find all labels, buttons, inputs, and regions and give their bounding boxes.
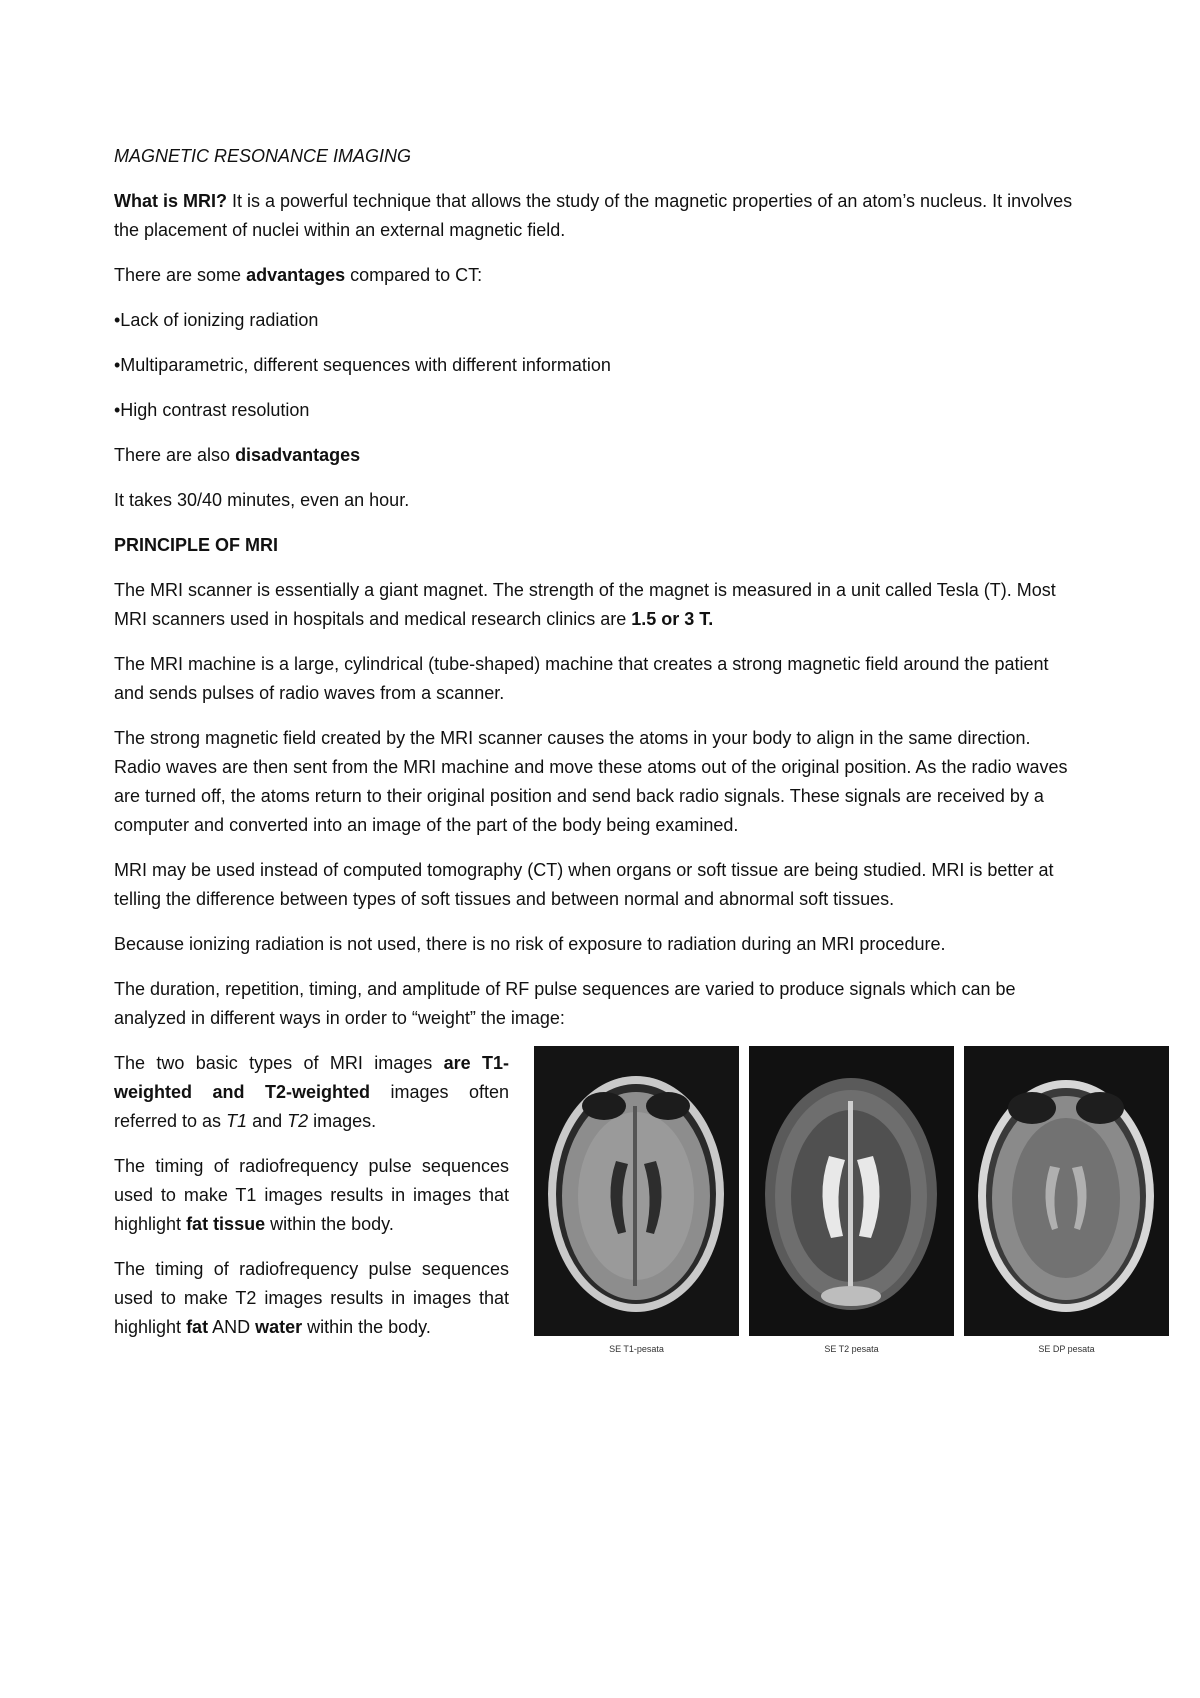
document-title: MAGNETIC RESONANCE IMAGING [114, 146, 412, 166]
heading-text: PRINCIPLE OF MRI [114, 535, 279, 555]
paragraph-tesla [114, 576, 1079, 634]
bold-term: fat [186, 1317, 209, 1337]
document-body [114, 142, 1095, 1409]
bold-term: water [255, 1317, 303, 1337]
bold-term: are T1-weighted and T2-weighted [114, 1053, 510, 1102]
paragraph-text: images. [308, 1111, 377, 1131]
paragraph-text: compared to CT: [345, 265, 483, 285]
paragraph-text: There are also [114, 445, 236, 465]
paragraph-field: The strong magnetic field created by the MRI scanner causes the atoms in your body to align in the same direction. Radio waves are then sent from the MRI machine and move these atoms out of the original position. As the radio waves are turned off, the atoms return to their original position and send back radio signals. These signals are received by a computer and converted into an image of the part of the body being examined. [114, 728, 1068, 835]
paragraph-text: It is a powerful technique that allows the study of the magnetic properties of an atom’s nucleus. It involves the placement of nuclei within an external magnetic field. [114, 191, 1073, 240]
caption-dp: SE DP pesata [1038, 1344, 1095, 1354]
brain-dp-image [964, 1046, 1169, 1336]
paragraph-advantages-intro [114, 261, 1079, 290]
paragraph-text: within the body. [265, 1214, 394, 1234]
paragraph-ct-comparison: MRI may be used instead of computed tomography (CT) when organs or soft tissue are being studied. MRI is better at telling the difference between types of soft tissues and between normal and abnormal soft tissues. [114, 860, 1054, 909]
mri-scan-figures [534, 1046, 1199, 1356]
paragraph-what-is-mri [114, 187, 1079, 245]
mri-scan-t1 [534, 1046, 739, 1336]
caption-t1: SE T1-pesata [609, 1344, 664, 1354]
bold-term: What is MRI? [114, 191, 227, 211]
paragraph-text: The MRI scanner is essentially a giant magnet. The strength of the magnet is measured in a unit called Tesla (T). Most MRI scanners used in hospitals and medical research clinics are [114, 580, 1056, 629]
brain-t2-image [749, 1046, 954, 1336]
paragraph-text: The timing of radiofrequency pulse sequences used to make T2 images results in images that highlight [114, 1259, 509, 1337]
paragraph-text: AND [208, 1317, 256, 1337]
italic-term: T1 [226, 1111, 248, 1131]
paragraph-text: images often referred to as [114, 1082, 510, 1131]
paragraph-t2 [114, 1255, 509, 1342]
bold-term: fat tissue [186, 1214, 266, 1234]
bullet-item: •Multiparametric, different sequences with different information [114, 355, 611, 375]
bold-term: 1.5 [631, 609, 657, 629]
bold-term: advantages [246, 265, 346, 285]
paragraph-text: and [247, 1111, 288, 1131]
paragraph-text: There are some [114, 265, 247, 285]
bold-term: or [656, 609, 685, 629]
paragraph-duration: It takes 30/40 minutes, even an hour. [114, 490, 410, 510]
bold-term: 3 T. [684, 609, 714, 629]
paragraph-machine: The MRI machine is a large, cylindrical (tube-shaped) machine that creates a strong magnetic field around the patient and sends pulses of radio waves from a scanner. [114, 654, 1049, 703]
italic-term: T2 [287, 1111, 309, 1131]
paragraph-t1 [114, 1152, 509, 1239]
images-section [114, 1049, 1095, 1409]
paragraph-image-types [114, 1049, 509, 1136]
paragraph-text: within the body. [302, 1317, 431, 1337]
paragraph-disadvantages [114, 441, 1079, 470]
caption-t2: SE T2 pesata [824, 1344, 879, 1354]
paragraph-text: The two basic types of MRI images [114, 1053, 444, 1073]
bold-term: disadvantages [235, 445, 361, 465]
paragraph-rf-pulse: The duration, repetition, timing, and amplitude of RF pulse sequences are varied to produce signals which can be analyzed in different ways in order to “weight” the image: [114, 979, 1016, 1028]
bullet-item: •Lack of ionizing radiation [114, 310, 319, 330]
image-types-text [114, 1049, 509, 1358]
paragraph-text: The timing of radiofrequency pulse sequences used to make T1 images results in images that highlight [114, 1156, 509, 1234]
mri-scan-dp [964, 1046, 1169, 1336]
brain-t1-image [534, 1046, 739, 1336]
mri-scan-t2 [749, 1046, 954, 1336]
section-heading [114, 531, 1079, 560]
bullet-item: •High contrast resolution [114, 400, 310, 420]
paragraph-radiation: Because ionizing radiation is not used, there is no risk of exposure to radiation during an MRI procedure. [114, 934, 946, 954]
